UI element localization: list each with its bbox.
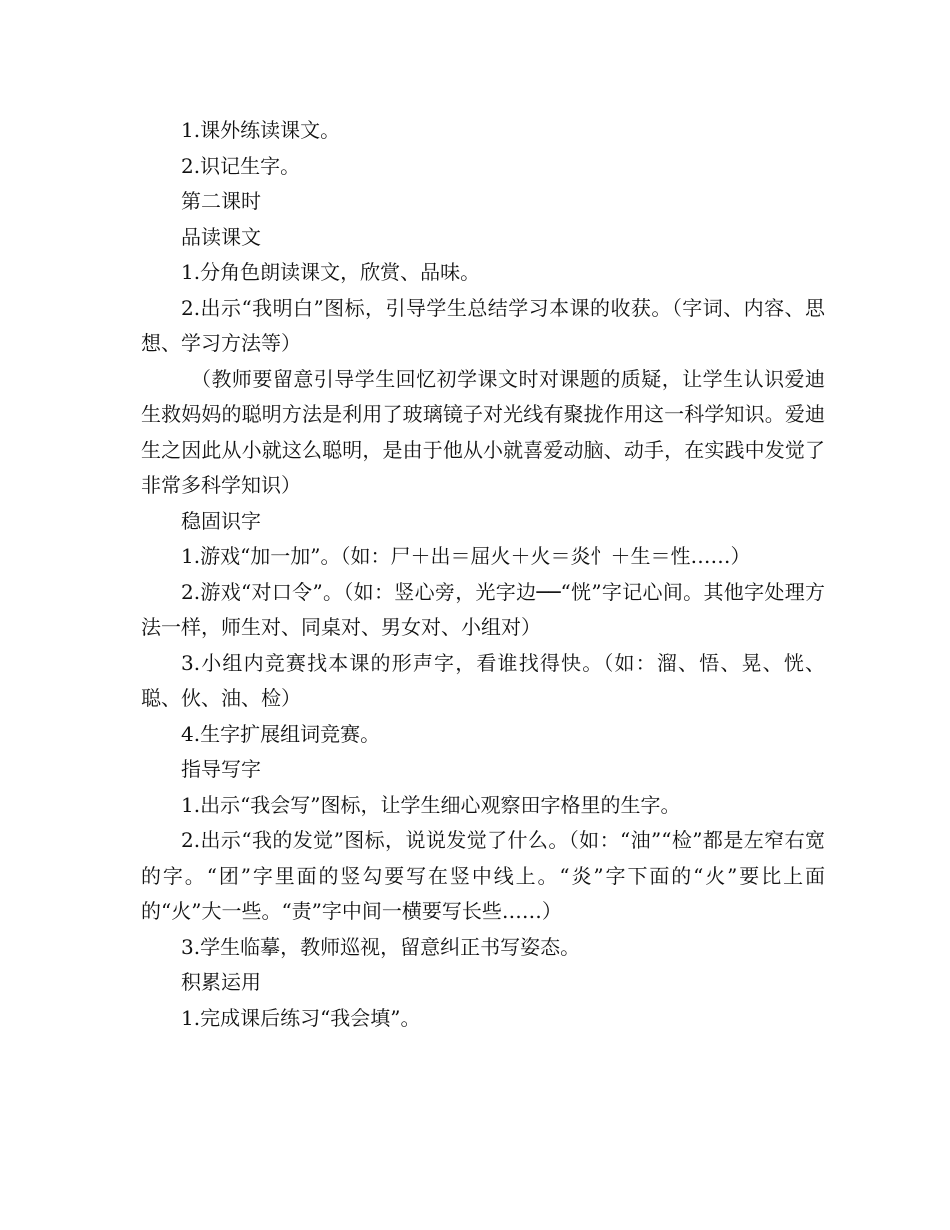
paragraph-1: 1.课外练读课文。 [181, 118, 341, 142]
paragraph-9: 1.游戏“加一加”。（如：尸＋出＝屈火＋火＝炎忄＋生＝性……） [181, 544, 751, 568]
paragraph-12: 4.生字扩展组词竞赛。 [181, 721, 381, 746]
paragraph-16: 3.学生临摹，教师巡视，留意纠正书写姿态。 [181, 934, 581, 959]
section-heading-consolidate: 稳固识字 [181, 508, 261, 533]
paragraph-18: 1.完成课后练习“我会填”。 [181, 1005, 421, 1030]
section-heading-apply: 积累运用 [181, 970, 261, 994]
paragraph-teacher-note: （教师要留意引导学生回忆初学课文时对课题的质疑，让学生认识爱迪生救妈妈的聪明方法是利用了玻璃镜子对光线有聚拢作用这一科学知识。爱迪生之因此从小就这么聪明，是由于他从小就喜爱动脑、动手，在实践中发觉了非常多科学知识） [141, 366, 825, 497]
paragraph-14: 1.出示“我会写”图标，让学生细心观察田字格里的生字。 [181, 792, 681, 817]
document-body [141, 113, 825, 1036]
paragraph-15: 2.出示“我的发觉”图标，说说发觉了什么。（如：“油”“检”都是左窄右宽的字。“团”字里面的竖勾要写在竖中线上。“炎”字下面的“火”要比上面的“火”大一些。“责”字中间一横要写长些……） [141, 828, 825, 923]
paragraph-11: 3.小组内竞赛找本课的形声字，看谁找得快。（如：溜、悟、晃、恍、聪、伙、油、检） [141, 650, 825, 710]
section-heading-second-lesson: 第二课时 [181, 189, 261, 213]
paragraph-6: 2.出示“我明白”图标，引导学生总结学习本课的收获。（字词、内容、思想、学习方法等） [141, 295, 825, 355]
paragraph-10: 2.游戏“对口令”。（如：竖心旁，光字边──“恍”字记心间。其他字处理方法一样，师生对、同桌对、男女对、小组对） [141, 579, 825, 639]
section-heading-writing: 指导写字 [181, 757, 261, 781]
section-heading-read-text: 品读课文 [181, 224, 261, 249]
paragraph-5: 1.分角色朗读课文，欣赏、品味。 [181, 260, 481, 284]
paragraph-2: 2.识记生字。 [181, 153, 301, 178]
